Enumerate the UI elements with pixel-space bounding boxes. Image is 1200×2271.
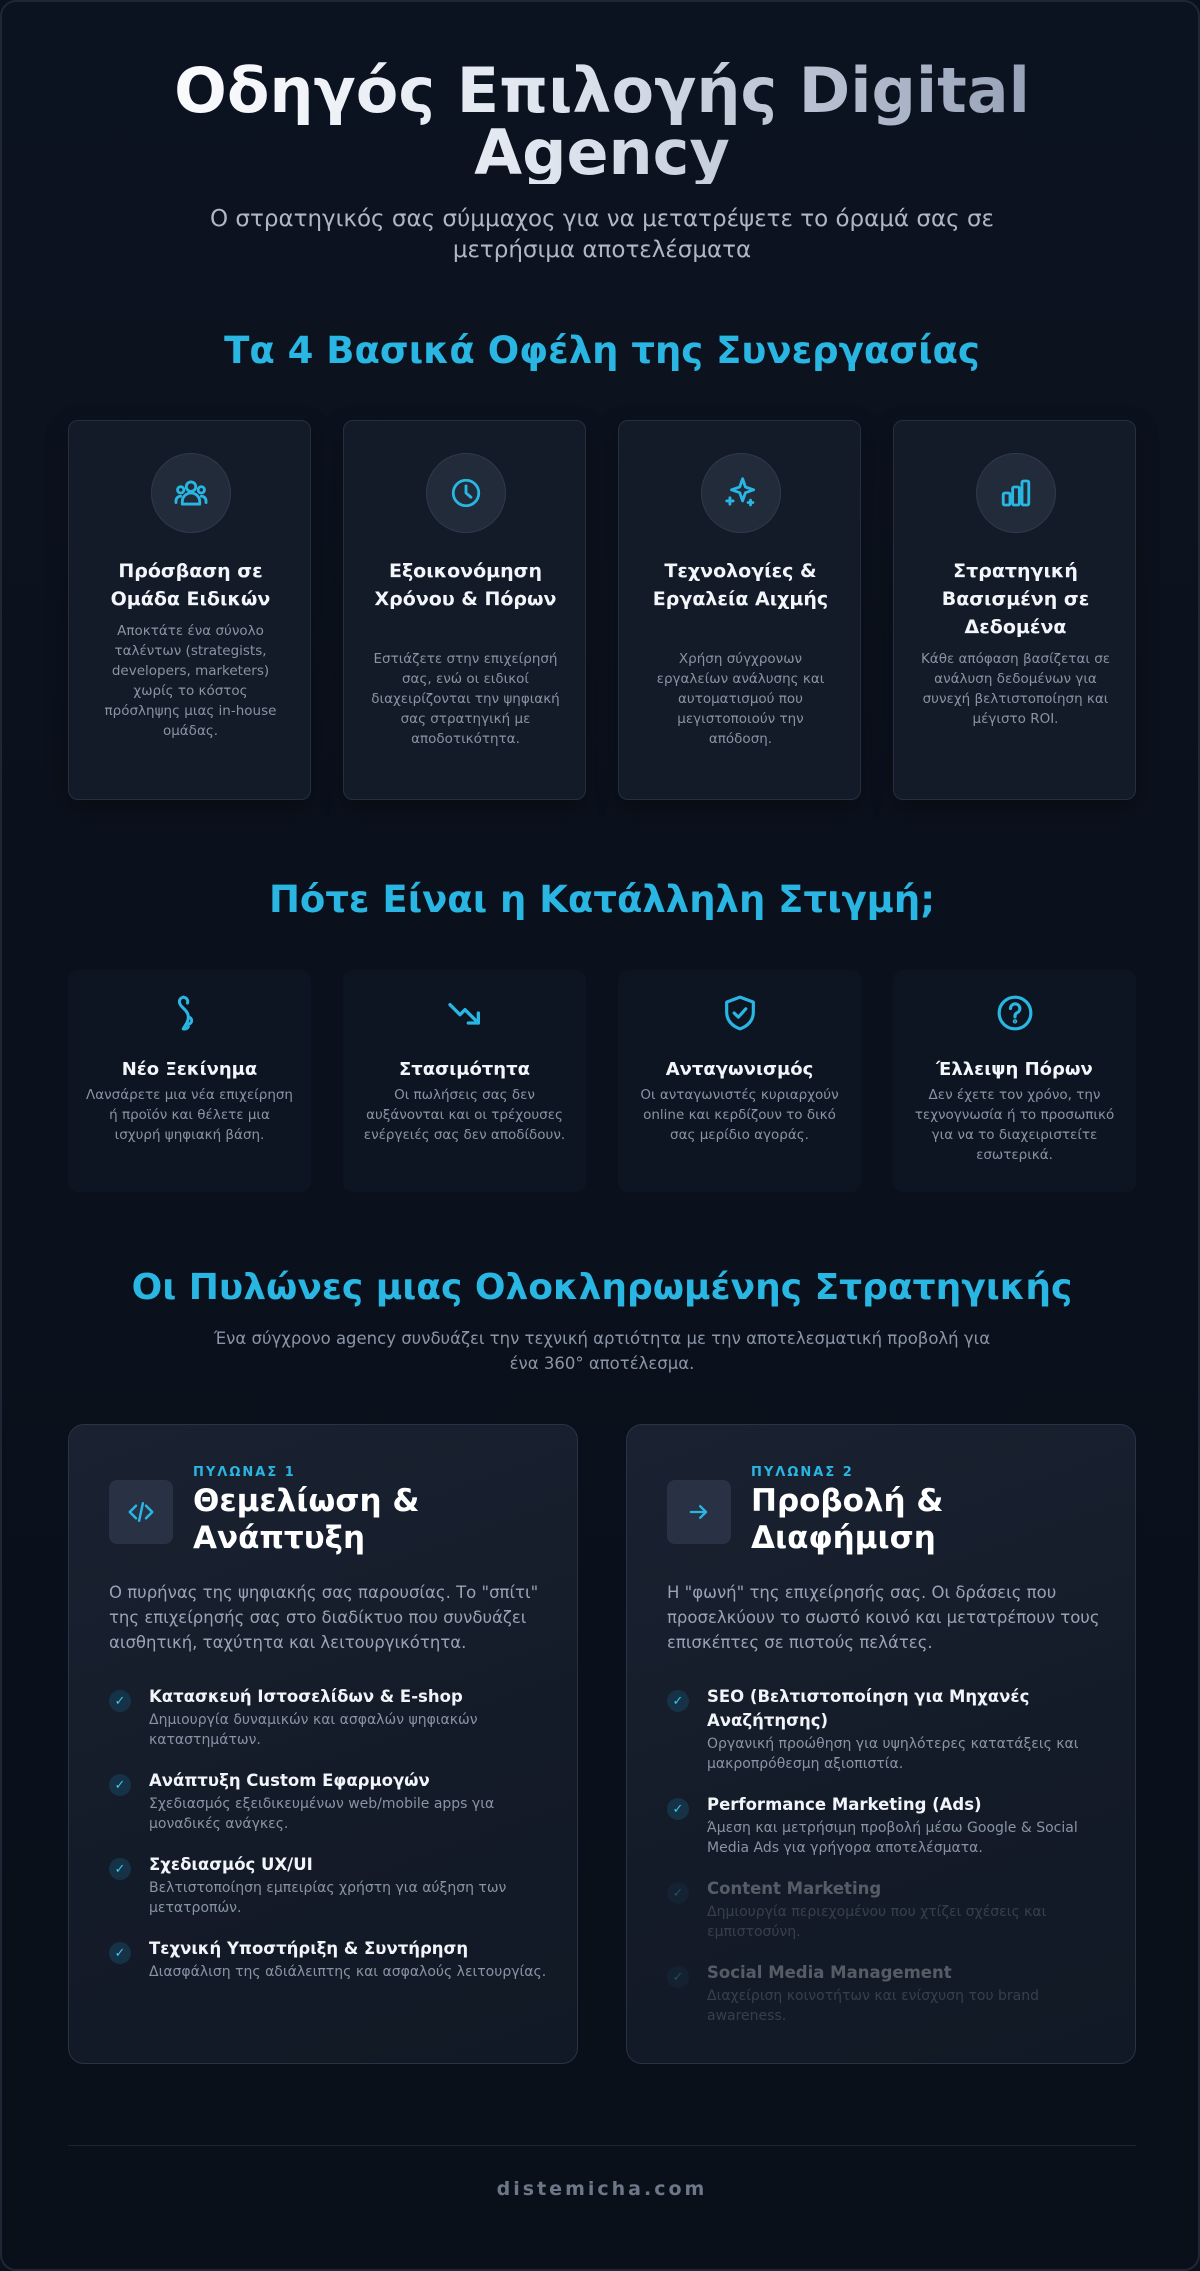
shield-check-icon bbox=[719, 992, 761, 1034]
sparkles-icon bbox=[701, 453, 781, 533]
item-title: SEO (Βελτιστοποίηση για Μηχανές Αναζήτησης) bbox=[707, 1687, 1030, 1730]
item-title: Κατασκευή Ιστοσελίδων & E-shop bbox=[149, 1687, 463, 1706]
pillar-card bbox=[68, 1424, 578, 2064]
check-icon: ✓ bbox=[667, 1882, 689, 1904]
page-subtitle: Ο στρατηγικός σας σύμμαχος για να μετατρέψετε το όραμά σας σε μετρήσιμα αποτελέσματα bbox=[210, 206, 994, 263]
item-text: Δημιουργία δυναμικών και ασφαλών ψηφιακών καταστημάτων. bbox=[149, 1712, 478, 1748]
item-text: Βελτιστοποίηση εμπειρίας χρήστη για αύξηση των μετατροπών. bbox=[149, 1880, 507, 1916]
item-text: Άμεση και μετρήσιμη προβολή μέσω Google & Social Media Ads για γρήγορα αποτελέσματα. bbox=[707, 1820, 1078, 1856]
team-icon bbox=[151, 453, 231, 533]
item-text: Οργανική προώθηση για υψηλότερες κατατάξεις και μακροπρόθεσμη αξιοπιστία. bbox=[707, 1736, 1079, 1772]
benefit-card bbox=[343, 420, 586, 800]
pillar-title: Θεμελίωση & Ανάπτυξη bbox=[193, 1483, 420, 1556]
item-text: Διασφάλιση της αδιάλειπτης και ασφαλούς λειτουργίας. bbox=[149, 1964, 547, 1980]
timing-card bbox=[618, 970, 861, 1192]
pillar-description: Η "φωνή" της επιχείρησής σας. Οι δράσεις που προσελκύουν το σωστό κοινό και μετατρέπουν τους επισκέπτες σε πιστούς πελάτες. bbox=[667, 1583, 1100, 1652]
check-icon: ✓ bbox=[667, 1966, 689, 1988]
benefit-card bbox=[893, 420, 1136, 800]
benefit-text: Κάθε απόφαση βασίζεται σε ανάλυση δεδομένων για συνεχή βελτιστοποίηση και μέγιστο ROI. bbox=[920, 651, 1111, 727]
timing-card bbox=[343, 970, 586, 1192]
timing-text: Δεν έχετε τον χρόνο, την τεχνογνωσία ή το προσωπικό για να το διαχειριστείτε εσωτερικά. bbox=[914, 1087, 1115, 1163]
timing-text: Οι πωλήσεις σας δεν αυξάνονται και οι τρέχουσες ενέργειές σας δεν αποδίδουν. bbox=[363, 1087, 566, 1143]
item-title: Ανάπτυξη Custom Εφαρμογών bbox=[149, 1771, 430, 1790]
timing-card bbox=[68, 970, 311, 1192]
benefit-title: Εξοικονόμηση Χρόνου & Πόρων bbox=[374, 560, 557, 610]
timing-text: Οι ανταγωνιστές κυριαρχούν online και κερδίζουν το δικό σας μερίδιο αγοράς. bbox=[640, 1087, 839, 1143]
benefit-text: Χρήση σύγχρονων εργαλείων ανάλυσης και αυτοματισμού που μεγιστοποιούν την απόδοση. bbox=[656, 651, 825, 747]
benefit-title: Τεχνολογίες & Εργαλεία Αιχμής bbox=[652, 560, 829, 610]
code-icon bbox=[109, 1480, 173, 1544]
timing-title: Στασιμότητα bbox=[399, 1059, 530, 1080]
item-text: Διαχείριση κοινοτήτων και ενίσχυση του brand awareness. bbox=[707, 1988, 1039, 2024]
footer-divider bbox=[68, 2145, 1136, 2146]
timing-title: Νέο Ξεκίνημα bbox=[121, 1059, 258, 1080]
benefit-title: Πρόσβαση σε Ομάδα Ειδικών bbox=[110, 560, 271, 610]
page-title: Οδηγός Επιλογής Digital Agency bbox=[102, 60, 1102, 184]
item-title: Social Media Management bbox=[707, 1963, 952, 1982]
check-icon: ✓ bbox=[109, 1942, 131, 1964]
trending-down-icon bbox=[444, 992, 486, 1034]
pillar-label: ΠΥΛΩΝΑΣ 2 bbox=[751, 1465, 854, 1480]
check-icon: ✓ bbox=[109, 1858, 131, 1880]
pillar-description: Ο πυρήνας της ψηφιακής σας παρουσίας. Το "σπίτι" της επιχείρησής σας στο διαδίκτυο που συνδυάζει αισθητική, ταχύτητα και λειτουργικότητα. bbox=[109, 1583, 539, 1652]
timing-heading: Πότε Είναι η Κατάλληλη Στιγμή; bbox=[268, 878, 936, 921]
pillar-label: ΠΥΛΩΝΑΣ 1 bbox=[193, 1465, 296, 1480]
check-icon: ✓ bbox=[109, 1774, 131, 1796]
clock-icon bbox=[426, 453, 506, 533]
item-title: Performance Marketing (Ads) bbox=[707, 1795, 982, 1814]
check-icon: ✓ bbox=[667, 1798, 689, 1820]
benefits-heading: Τα 4 Βασικά Οφέλη της Συνεργασίας bbox=[224, 329, 980, 372]
pillar-title: Προβολή & Διαφήμιση bbox=[751, 1483, 944, 1556]
benefit-text: Εστιάζετε στην επιχείρησή σας, ενώ οι ειδικοί διαχειρίζονται την ψηφιακή σας στρατηγική με αποδοτικότητα. bbox=[371, 651, 560, 747]
timing-card bbox=[893, 970, 1136, 1192]
benefit-title: Στρατηγική Βασισμένη σε Δεδομένα bbox=[941, 560, 1090, 638]
bar-chart-icon bbox=[976, 453, 1056, 533]
item-title: Σχεδιασμός UX/UI bbox=[149, 1855, 313, 1874]
item-text: Δημιουργία περιεχομένου που χτίζει σχέσεις και εμπιστοσύνη. bbox=[707, 1904, 1047, 1940]
rocket-icon bbox=[169, 992, 211, 1034]
question-icon bbox=[994, 992, 1036, 1034]
pillars-heading: Οι Πυλώνες μιας Ολοκληρωμένης Στρατηγικής bbox=[131, 1267, 1073, 1308]
benefit-card bbox=[618, 420, 861, 800]
benefit-text: Αποκτάτε ένα σύνολο ταλέντων (strategists, developers, marketers) χωρίς το κόστος πρόσληψης μιας in-house ομάδας. bbox=[104, 623, 277, 739]
check-icon: ✓ bbox=[667, 1690, 689, 1712]
check-icon: ✓ bbox=[109, 1690, 131, 1712]
timing-title: Ανταγωνισμός bbox=[665, 1059, 814, 1080]
pillar-card bbox=[626, 1424, 1136, 2064]
item-title: Content Marketing bbox=[707, 1879, 882, 1898]
item-text: Σχεδιασμός εξειδικευμένων web/mobile apps για μοναδικές ανάγκες. bbox=[149, 1796, 495, 1832]
arrow-right-icon bbox=[667, 1480, 731, 1544]
pillars-subtitle: Ένα σύγχρονο agency συνδυάζει την τεχνική αρτιότητα με την αποτελεσματική προβολή για ένα 360° αποτέλεσμα. bbox=[213, 1329, 991, 1373]
timing-text: Λανσάρετε μια νέα επιχείρηση ή προϊόν και θέλετε μια ισχυρή ψηφιακή βάση. bbox=[86, 1087, 293, 1143]
timing-title: Έλλειψη Πόρων bbox=[936, 1059, 1093, 1080]
footer-brand[interactable]: distemicha.com bbox=[496, 2178, 708, 2200]
benefit-card bbox=[68, 420, 311, 800]
item-title: Τεχνική Υποστήριξη & Συντήρηση bbox=[149, 1939, 469, 1958]
